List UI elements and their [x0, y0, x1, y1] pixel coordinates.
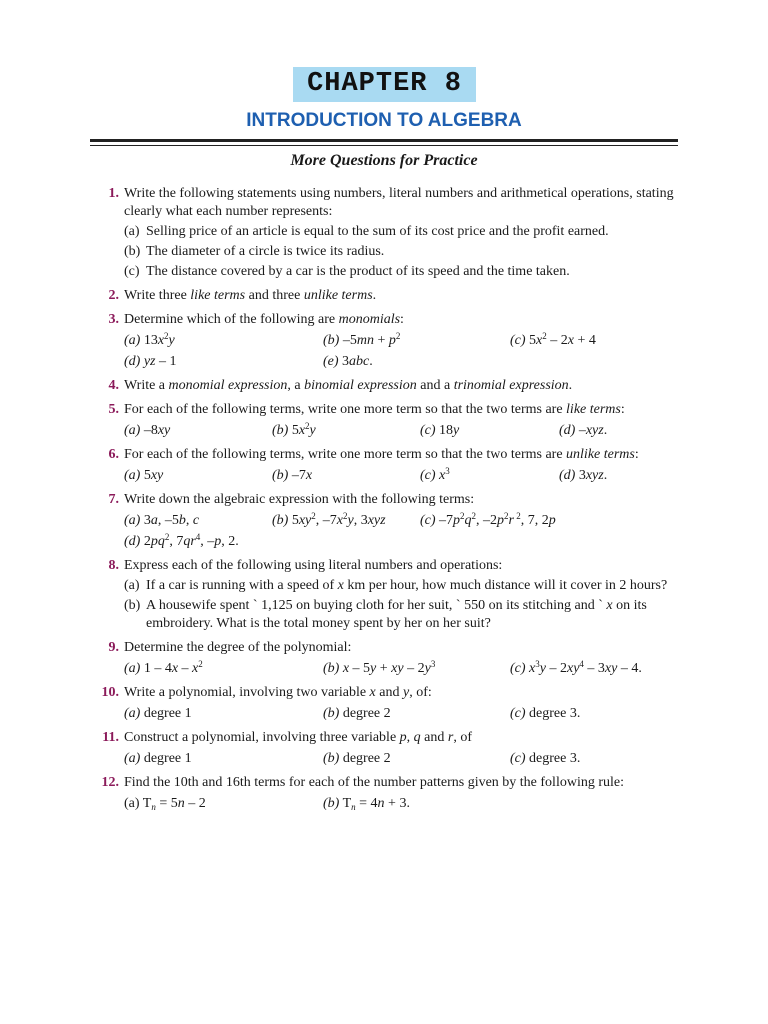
question-text: Express each of the following using literal numbers and operations:: [124, 558, 503, 573]
options-row: [124, 512, 676, 530]
question-6: [0, 446, 768, 485]
options-row: [124, 533, 676, 551]
question-9: [0, 639, 768, 678]
option-a: (a) $13x^2y$: [124, 331, 175, 348]
option-c: (c) 18y: [420, 423, 460, 438]
option-e: (e) 3abc.: [323, 354, 373, 369]
question-number: 10.: [101, 685, 119, 700]
question-text: Write a monomial expression, a binomial expression and a trinomial expression.: [124, 378, 573, 393]
sub-question: (c) The distance covered by a car is the product of its speed and the time taken.: [124, 264, 570, 279]
option-a: (a) degree 1: [124, 706, 192, 721]
question-text: For each of the following terms, write one more term so that the two terms are unlike terms:: [124, 447, 639, 462]
option-a: (a) –8xy: [124, 423, 171, 438]
sub-question: (a) Selling price of an article is equal to the sum of its cost price and the profit earned.: [124, 224, 609, 239]
option-a: (a) 3a, –5b, c: [124, 513, 200, 528]
options-row: [124, 660, 676, 678]
question-number: 11.: [102, 730, 119, 745]
option-a: (a) $T_n = 5n - 2$: [124, 796, 206, 812]
question-number: 6.: [108, 447, 119, 462]
option-a: (a) $1 - 4x - x^2$: [124, 659, 203, 676]
question-2: [0, 287, 768, 305]
option-b: (b) $5xy^2$, $-7x^2y$, 3xyz: [272, 511, 386, 528]
option-b: (b) –7x: [272, 468, 313, 483]
options-row: [124, 705, 676, 723]
options-row: [124, 795, 676, 813]
chapter-heading: CHAPTER 8: [293, 67, 476, 102]
question-11: [0, 729, 768, 768]
option-c: (c) $5x^2 - 2x + 4$: [510, 331, 596, 348]
question-8: [0, 557, 768, 633]
question-number: 2.: [108, 288, 119, 303]
question-number: 1.: [108, 186, 119, 201]
question-text: Write a polynomial, involving two variable x and y, of:: [124, 685, 432, 700]
option-d: (d) –xyz.: [559, 423, 608, 438]
option-c: (c) degree 3.: [510, 706, 581, 721]
option-c: (c) degree 3.: [510, 751, 581, 766]
option-b: (b) degree 2: [323, 751, 391, 766]
option-d: (d) 3xyz.: [559, 468, 608, 483]
question-10: [0, 684, 768, 723]
options-row: [124, 750, 676, 768]
question-4: [0, 377, 768, 395]
question-number: 7.: [108, 492, 119, 507]
question-5: [0, 401, 768, 440]
question-number: 4.: [108, 378, 119, 393]
sub-question: (a) If a car is running with a speed of x km per hour, how much distance will it cover in 2 hours?: [124, 578, 668, 593]
sub-question: (b) A housewife spent ` 1,125 on buying cloth for her suit, ` 550 on its stitching and ` x on its embroidery. What is the total money spent by her on her suit?: [124, 598, 647, 631]
question-text: Construct a polynomial, involving three variable p, q and r, of: [124, 730, 473, 745]
options-row: [124, 422, 676, 440]
option-b: (b) $-5mn + p^2$: [323, 331, 401, 348]
question-7: [0, 491, 768, 551]
question-text: Write the following statements using numbers, literal numbers and arithmetical operations, stating clearly what each number represents:: [124, 186, 674, 219]
question-text: For each of the following terms, write one more term so that the two terms are like terms:: [124, 402, 625, 417]
option-c: (c) $x^3y - 2xy^4 - 3xy - 4$.: [510, 659, 642, 676]
divider-thin: [90, 145, 678, 146]
question-text: Write down the algebraic expression with the following terms:: [124, 492, 475, 507]
question-number: 8.: [108, 558, 119, 573]
option-d: (d) $2pq^2$, $7qr^4$, –p, 2.: [124, 532, 239, 549]
option-a: (a) 5xy: [124, 468, 164, 483]
question-list: [0, 185, 768, 819]
option-c: (c) $x^3$: [420, 466, 450, 483]
chapter-title: INTRODUCTION TO ALGEBRA: [246, 110, 522, 131]
question-12: [0, 774, 768, 813]
option-c: (c) $-7p^2q^2$, $-2p^2r$ $^2$, 7, 2p: [420, 511, 556, 528]
option-b: (b) x – 5y + xy – $2y^3$: [323, 659, 436, 676]
question-text: Determine which of the following are monomials:: [124, 312, 404, 327]
options-row: [124, 332, 676, 350]
sub-question: (b) The diameter of a circle is twice its radius.: [124, 244, 385, 259]
question-number: 5.: [108, 402, 119, 417]
question-number: 12.: [101, 775, 119, 790]
option-b: (b) $5x^2y$: [272, 421, 316, 438]
option-d: (d) yz – 1: [124, 354, 177, 369]
divider-thick: [90, 139, 678, 142]
question-text: Determine the degree of the polynomial:: [124, 640, 352, 655]
question-text: Write three like terms and three unlike terms.: [124, 288, 377, 303]
question-3: [0, 311, 768, 371]
question-1: [0, 185, 768, 281]
section-subtitle: More Questions for Practice: [290, 152, 478, 169]
option-a: (a) degree 1: [124, 751, 192, 766]
question-number: 9.: [108, 640, 119, 655]
options-row: [124, 353, 676, 371]
option-b: (b) $T_n = 4n + 3$.: [323, 796, 410, 812]
options-row: [124, 467, 676, 485]
question-number: 3.: [108, 312, 119, 327]
question-text: Find the 10th and 16th terms for each of the number patterns given by the following rule:: [124, 775, 624, 790]
option-b: (b) degree 2: [323, 706, 391, 721]
